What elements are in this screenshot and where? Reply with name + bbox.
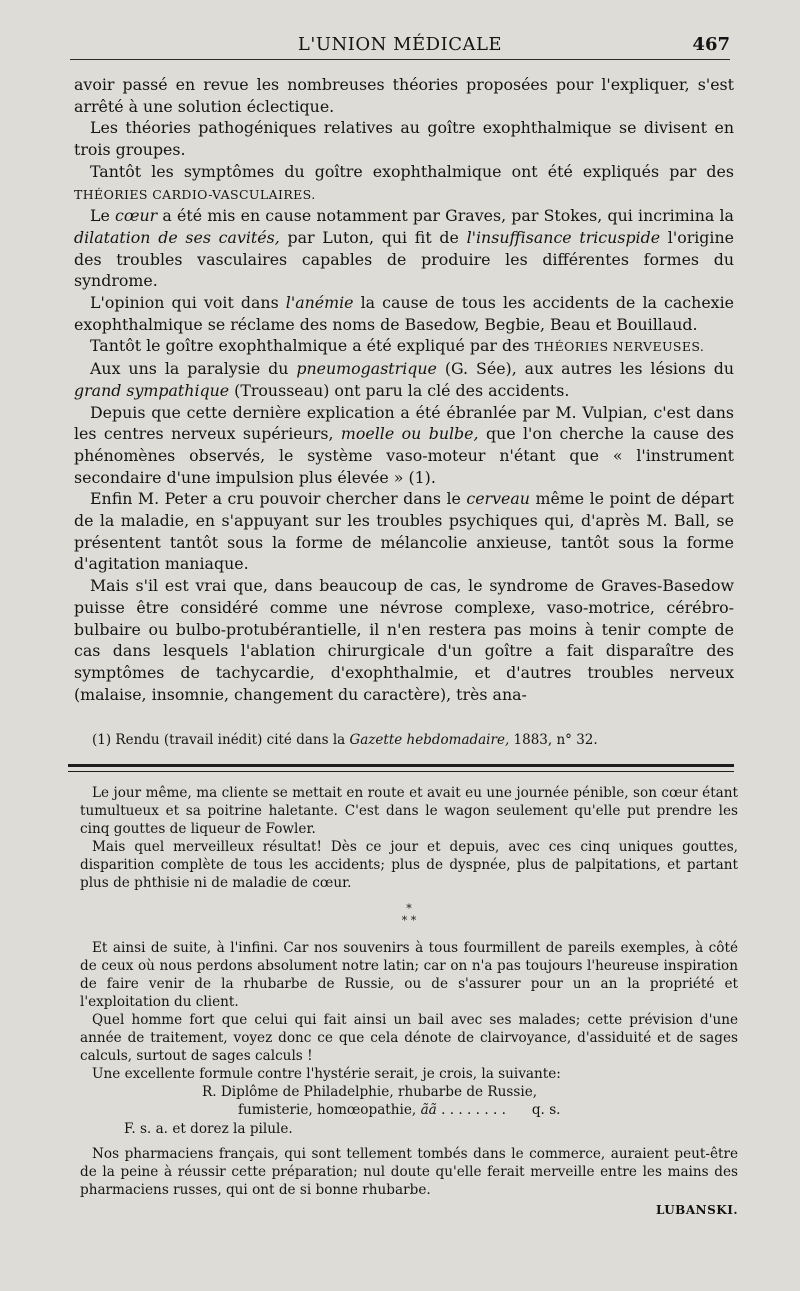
formula-line: R. Diplôme de Philadelphie, rhubarbe de Russie, (202, 1084, 538, 1101)
running-header (70, 30, 730, 60)
author-signature: LUBANSKI. (655, 1202, 738, 1217)
paragraph: avoir passé en revue les nombreuses théories proposées pour l'expliquer, s'est arrêté à une solution éclectique. (74, 75, 734, 116)
paragraph: Les théories pathogéniques relatives au goître exophthalmique se divisent en trois groupes. (74, 118, 734, 160)
paragraph: Aux uns la paralysie du pneumogastrique (G. Sée), aux autres les lésions du grand sympathique (Trousseau) ont paru la clé des accidents. (74, 359, 734, 400)
prescription-formula (80, 1083, 738, 1137)
formula-line: fumisterie, homœopathie, ãã . . . . . . . . q. s. (238, 1102, 561, 1119)
formula-line: F. s. a. et dorez la pilule. (124, 1120, 293, 1137)
header-rule (70, 59, 730, 60)
feuilleton-separator-thin (68, 771, 734, 772)
paragraph: Le jour même, ma cliente se mettait en route et avait eu une journée pénible, son cœur étant tumultueux et sa poitrine haletante. C'est dans le wagon seulement qu'elle put prendre les cinq gouttes de liqueur de Fowler. (80, 785, 738, 838)
paragraph: Tantôt le goître exophthalmique a été expliqué par des THÉORIES NERVEUSES. (90, 336, 705, 356)
section-heading: THÉORIES CARDIO-VASCULAIRES. (74, 186, 316, 202)
paragraph: Une excellente formule contre l'hystérie serait, je crois, la suivante: (92, 1066, 561, 1083)
paragraph: L'opinion qui voit dans l'anémie la cause de tous les accidents de la cachexie exophthalmique se réclame des noms de Basedow, Begbie, Beau et Bouillaud. (74, 293, 734, 334)
paragraph: Mais s'il est vrai que, dans beaucoup de cas, le syndrome de Graves-Basedow puisse être considéré comme une névrose complexe, vaso-motrice, cérébro-bulbaire ou bulbo-protubérantielle, il n'en restera pas moins à tenir compte de cas dans lesquels l'ablation chirurgicale d'un goître a fait disparaître des symptômes de tachycardie, d'exophthalmie, et d'autres troubles nerveux (malaise, insomnie, changement du caractère), très ana- (74, 576, 734, 704)
feuilleton-separator-thick (68, 764, 734, 767)
article-body (74, 74, 734, 705)
journal-title: L'UNION MÉDICALE (297, 34, 503, 55)
feuilleton-column (80, 784, 738, 1219)
paragraph: Tantôt les symptômes du goître exophthalmique ont été expliqués par des THÉORIES CARDIO-VASCULAIRES. (74, 161, 734, 202)
page-number: 467 (692, 34, 730, 55)
paragraph: Enfin M. Peter a cru pouvoir chercher dans le cerveau même le point de départ de la maladie, en s'appuyant sur les troubles psychiques qui, d'après M. Ball, se présentent tantôt sous la forme de mélancolie anxieuse, tantôt sous la forme d'agitation maniaque. (74, 489, 735, 574)
footnote: (1) Rendu (travail inédit) cité dans la Gazette hebdomadaire, 1883, n° 32. (92, 732, 598, 748)
paragraph: Le cœur a été mis en cause notamment par Graves, par Stokes, qui incrimina la dilatation de ses cavités, par Luton, qui fit de l'insuffisance tricuspide l'origine des troubles vasculaires capables de produire les différentes formes du syndrome. (74, 206, 734, 291)
paragraph: Nos pharmaciens français, qui sont tellement tombés dans le commerce, auraient peut-être de la peine à réussir cette préparation; nul doute qu'elle ferait merveille entre les mains des pharmaciens russes, qui ont de si bonne rhubarbe. (80, 1145, 738, 1198)
asterism: * * * (401, 901, 417, 927)
paragraph: Et ainsi de suite, à l'infini. Car nos souvenirs à tous fourmillent de pareils exemples, à côté de ceux où nous perdons absolument notre latin; car on n'a pas toujours l'heureuse inspiration de faire venir de la rhubarbe de Russie, ou de s'assurer pour un an la propriété et l'exploitation du client. (80, 939, 738, 1010)
section-heading: THÉORIES NERVEUSES. (534, 339, 705, 355)
paragraph: Quel homme fort que celui qui fait ainsi un bail avec ses malades; cette prévision d'une année de traitement, voyez donc ce que cela dénote de clairvoyance, d'assiduité et de sages calculs, surtout de sages calculs ! (80, 1011, 738, 1065)
paragraph: Depuis que cette dernière explication a été ébranlée par M. Vulpian, c'est dans les centres nerveux supérieurs, moelle ou bulbe, que l'on cherche la cause des phénomènes observés, le système vaso-moteur n'étant que « l'instrument secondaire d'une impulsion plus élevée » (1). (74, 402, 734, 487)
paragraph: Mais quel merveilleux résultat! Dès ce jour et depuis, avec ces cinq uniques gouttes, disparition complète de tous les accidents; plus de dyspnée, plus de palpitations, et partant plus de phthisie ni de maladie de cœur. (80, 839, 738, 892)
